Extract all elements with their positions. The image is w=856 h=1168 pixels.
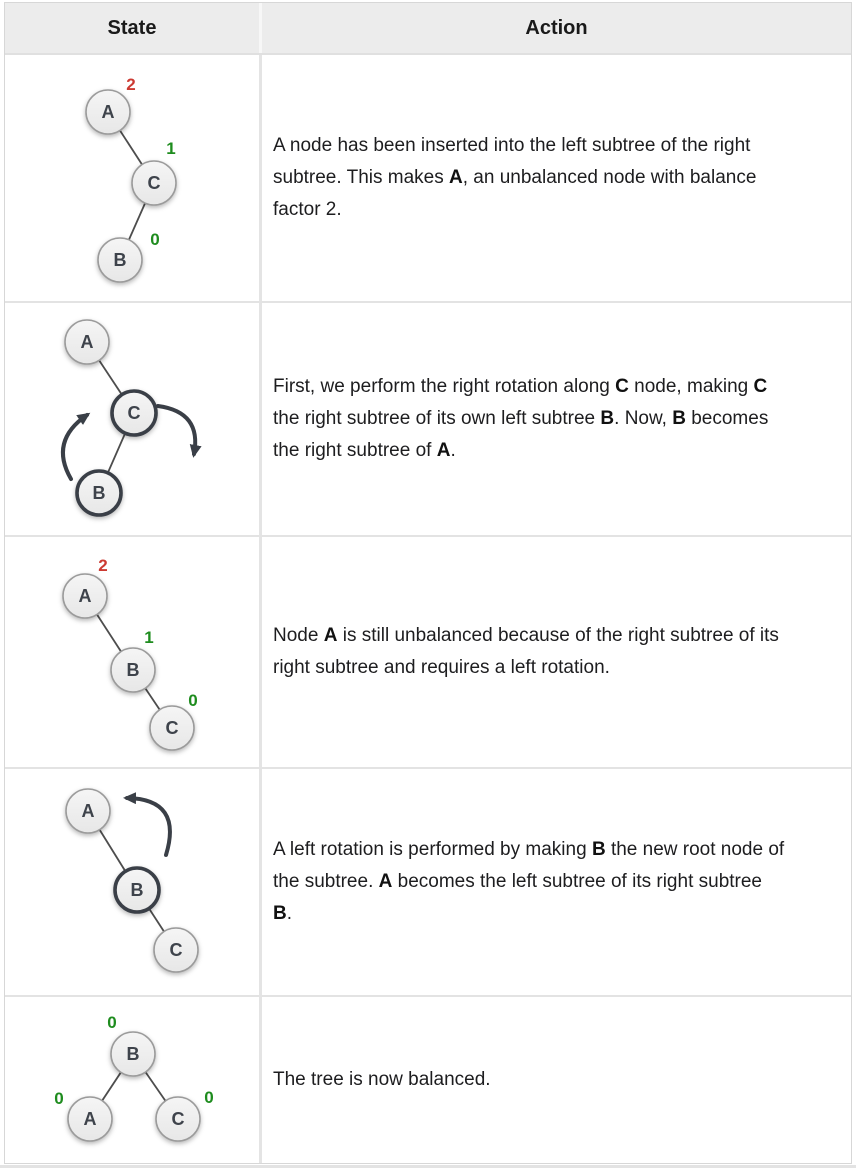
action-cell <box>262 303 851 535</box>
node-reference: A <box>323 625 338 646</box>
text-segment: A node has been inserted into the left subtree of the right subtree. This makes <box>273 135 751 188</box>
balance-factor-badge: 0 <box>107 1013 117 1032</box>
action-cell <box>262 537 851 767</box>
tree-node-label: B <box>126 660 140 680</box>
tree-node-label: B <box>126 1044 140 1064</box>
state-cell <box>5 997 259 1163</box>
node-reference: A <box>449 167 463 188</box>
action-text <box>273 620 785 684</box>
table-row <box>5 55 851 303</box>
action-text <box>273 130 785 226</box>
table-row <box>5 997 851 1163</box>
table-row <box>5 303 851 537</box>
right-rotation-arrow-up <box>63 415 87 479</box>
balance-factor-badge: 0 <box>150 230 160 249</box>
tree-diagram <box>5 769 259 995</box>
balance-factor-badge: 0 <box>188 691 198 710</box>
table-body <box>5 55 851 1163</box>
tree-diagram <box>5 303 259 535</box>
node-reference: B <box>600 408 615 429</box>
column-header-action: Action <box>262 3 851 53</box>
table-header-row <box>5 3 851 55</box>
text-segment: , an unbalanced node with balance factor 2. <box>273 167 757 220</box>
balance-factor-badge: 0 <box>54 1089 64 1108</box>
node-reference: C <box>753 376 768 397</box>
text-segment: Node <box>273 625 324 646</box>
text-segment: the right subtree of its own left subtree <box>273 408 601 429</box>
balance-factor-badge: 2 <box>126 75 136 94</box>
tree-diagram <box>5 997 259 1161</box>
balance-factor-badge: 1 <box>166 139 176 158</box>
tree-node-label: B <box>113 250 127 270</box>
tree-node-label: C <box>127 403 141 423</box>
text-segment: . <box>450 440 456 461</box>
node-reference: A <box>378 871 393 892</box>
action-text <box>273 371 785 467</box>
state-cell <box>5 537 259 767</box>
action-text <box>273 1064 491 1096</box>
balance-factor-badge: 1 <box>144 628 154 647</box>
balance-factor-badge: 0 <box>204 1088 214 1107</box>
tree-node-label: C <box>169 940 183 960</box>
node-reference: B <box>672 408 686 429</box>
tree-diagram <box>5 537 259 767</box>
text-segment: A left rotation is performed by making <box>273 839 592 860</box>
tree-node-label: A <box>101 102 115 122</box>
table-row <box>5 769 851 997</box>
state-cell <box>5 303 259 535</box>
tree-node-label: A <box>80 332 94 352</box>
left-rotation-arrow <box>127 798 170 855</box>
state-cell <box>5 769 259 995</box>
page <box>0 2 856 1168</box>
action-cell <box>262 55 851 301</box>
tree-node-label: C <box>147 173 161 193</box>
tree-node-label: A <box>83 1109 97 1129</box>
node-reference: B <box>591 839 606 860</box>
tree-node-label: C <box>171 1109 185 1129</box>
state-cell <box>5 55 259 301</box>
text-segment: First, we perform the right rotation along <box>273 376 616 397</box>
avl-rotation-table <box>4 2 852 1164</box>
node-reference: B <box>273 903 287 924</box>
text-segment: . <box>286 903 293 924</box>
text-segment: . Now, <box>614 408 673 429</box>
tree-diagram <box>5 55 259 301</box>
column-header-state: State <box>5 3 259 53</box>
action-text <box>273 834 785 930</box>
tree-node-label: A <box>81 801 95 821</box>
action-cell <box>262 997 851 1163</box>
tree-node-label: A <box>78 586 92 606</box>
text-segment: node, making <box>628 376 754 397</box>
right-rotation-arrow-down <box>158 406 195 454</box>
text-segment: The tree is now balanced. <box>273 1069 491 1090</box>
text-segment: becomes the right subtree of <box>273 408 769 461</box>
text-segment: becomes the left subtree of its right subtree <box>392 871 762 892</box>
tree-node-label: B <box>130 880 144 900</box>
balance-factor-badge: 2 <box>98 556 108 575</box>
action-cell <box>262 769 851 995</box>
tree-node-label: C <box>165 718 179 738</box>
node-reference: A <box>436 440 451 461</box>
text-segment: is still unbalanced because of the right subtree of its right subtree and requires a left rotation. <box>273 625 779 678</box>
tree-node-label: B <box>92 483 106 503</box>
text-segment: the new root node of the subtree. <box>273 839 785 892</box>
node-reference: C <box>615 376 629 397</box>
table-row <box>5 537 851 769</box>
